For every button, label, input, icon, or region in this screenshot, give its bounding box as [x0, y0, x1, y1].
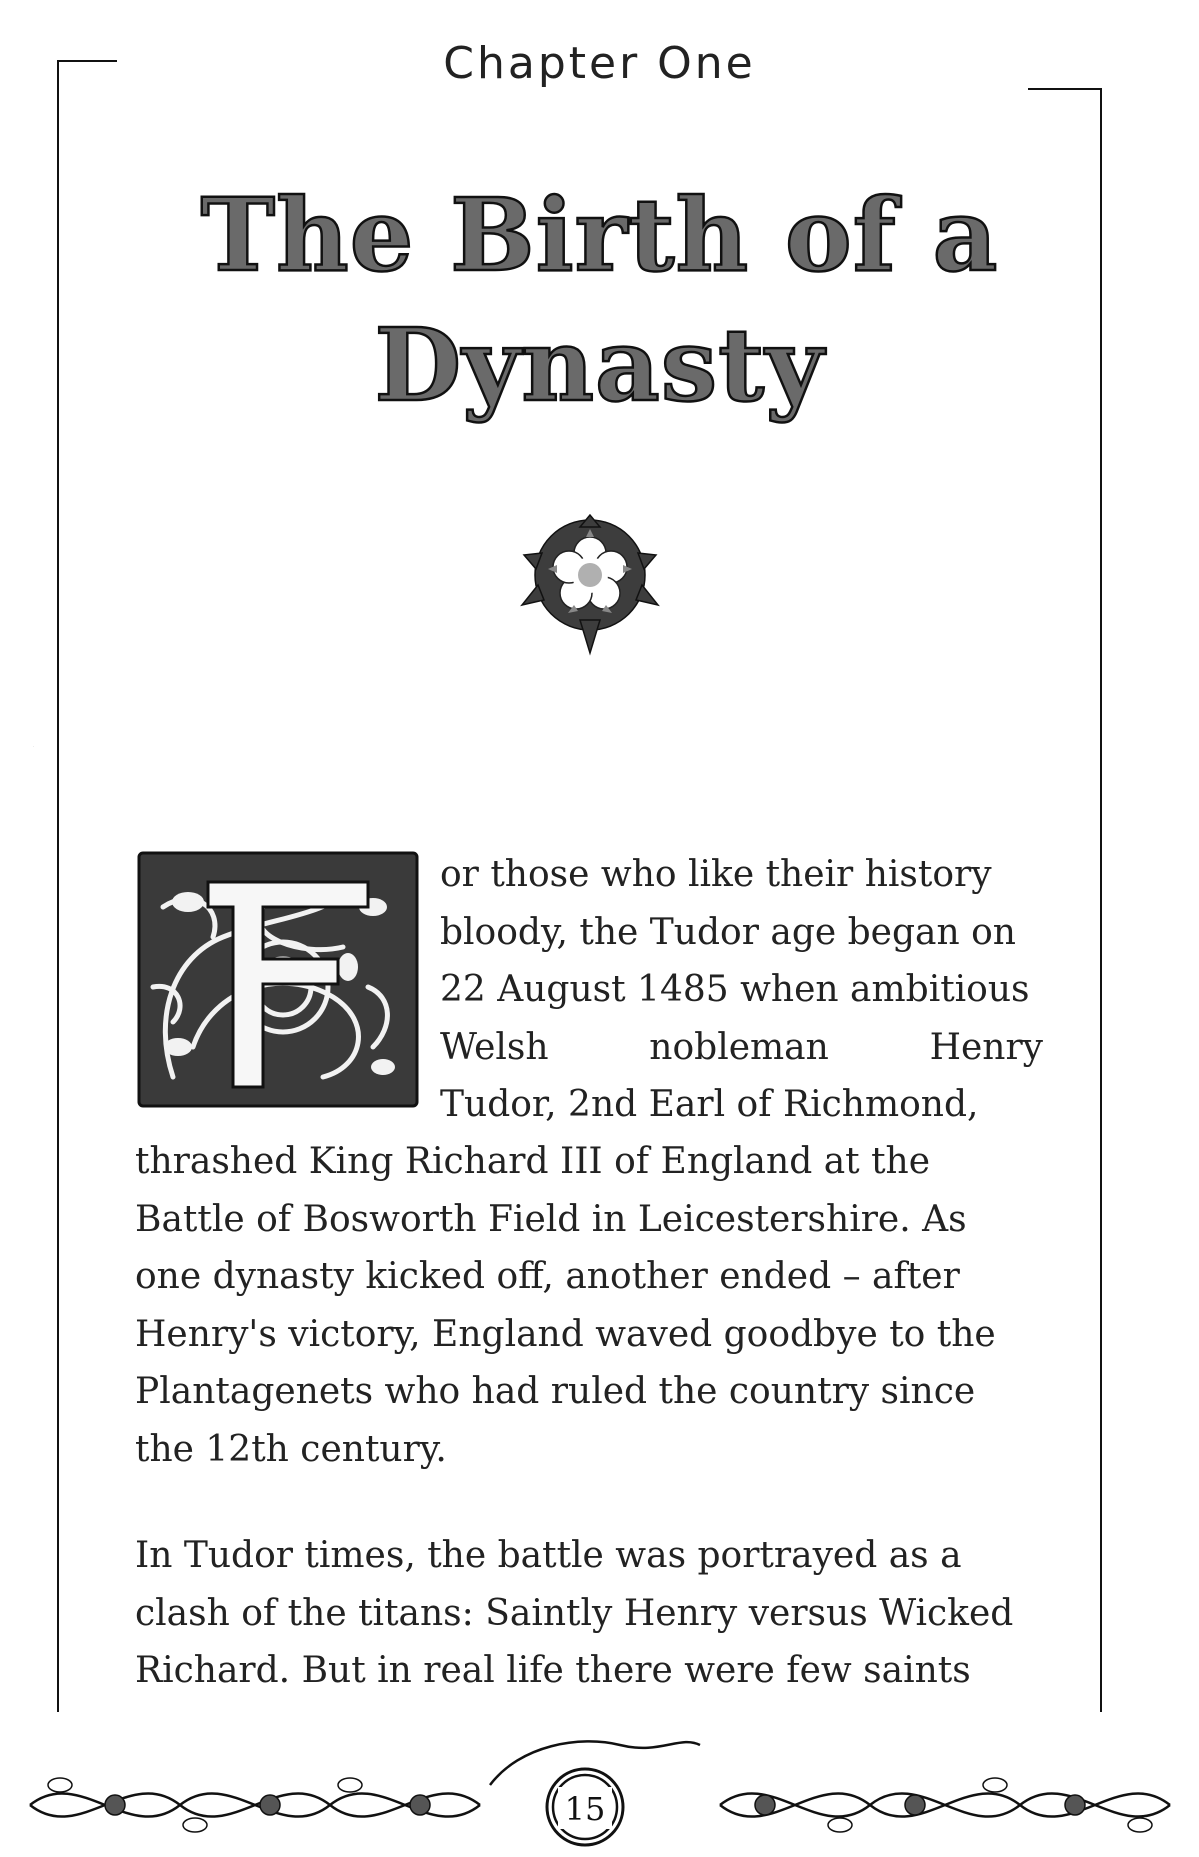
paragraph-1-full	[135, 1133, 1043, 1478]
page-number: 15	[564, 1790, 606, 1828]
text-line: Battle of Bosworth Field in Leicestershire. As	[135, 1198, 967, 1240]
text-line: In Tudor times, the battle was portrayed as a	[135, 1535, 962, 1576]
title-line-1: The Birth of a	[200, 176, 999, 294]
text-line: Plantagenets who had ruled the country since	[135, 1371, 976, 1412]
text-line: Tudor, 2nd Earl of Richmond,	[440, 1084, 979, 1125]
text-line: 22 August 1485 when ambitious	[440, 969, 1030, 1010]
text-line: Welsh nobleman Henry	[440, 1026, 1043, 1068]
text-line: Richard. But in real life there were few saints	[135, 1650, 971, 1691]
frame-right	[1100, 88, 1102, 1712]
text-line: Henry's victory, England waved goodbye to the	[135, 1313, 996, 1355]
title-line-2: Dynasty	[374, 306, 825, 424]
dropcap-letter: F	[33, 747, 34, 748]
ornamental-border	[20, 1725, 1180, 1845]
text-line: the 12th century.	[135, 1428, 447, 1470]
frame-left	[57, 60, 59, 1712]
paragraph-2	[135, 1527, 1043, 1700]
text-line: one dynasty kicked off, another ended – after	[135, 1256, 960, 1297]
text-line: bloody, the Tudor age began on	[440, 911, 1016, 953]
tudor-rose-icon	[510, 505, 670, 655]
chapter-label: Chapter One	[443, 38, 756, 89]
text-line: thrashed King Richard III of England at the	[135, 1141, 931, 1182]
text-line: clash of the titans: Saintly Henry versus Wicked	[135, 1592, 1014, 1634]
illuminated-dropcap-f	[33, 747, 423, 1112]
paragraph-1-wrapped	[440, 846, 1043, 1134]
text-line: or those who like their history	[440, 854, 992, 895]
chapter-title	[120, 170, 1079, 430]
